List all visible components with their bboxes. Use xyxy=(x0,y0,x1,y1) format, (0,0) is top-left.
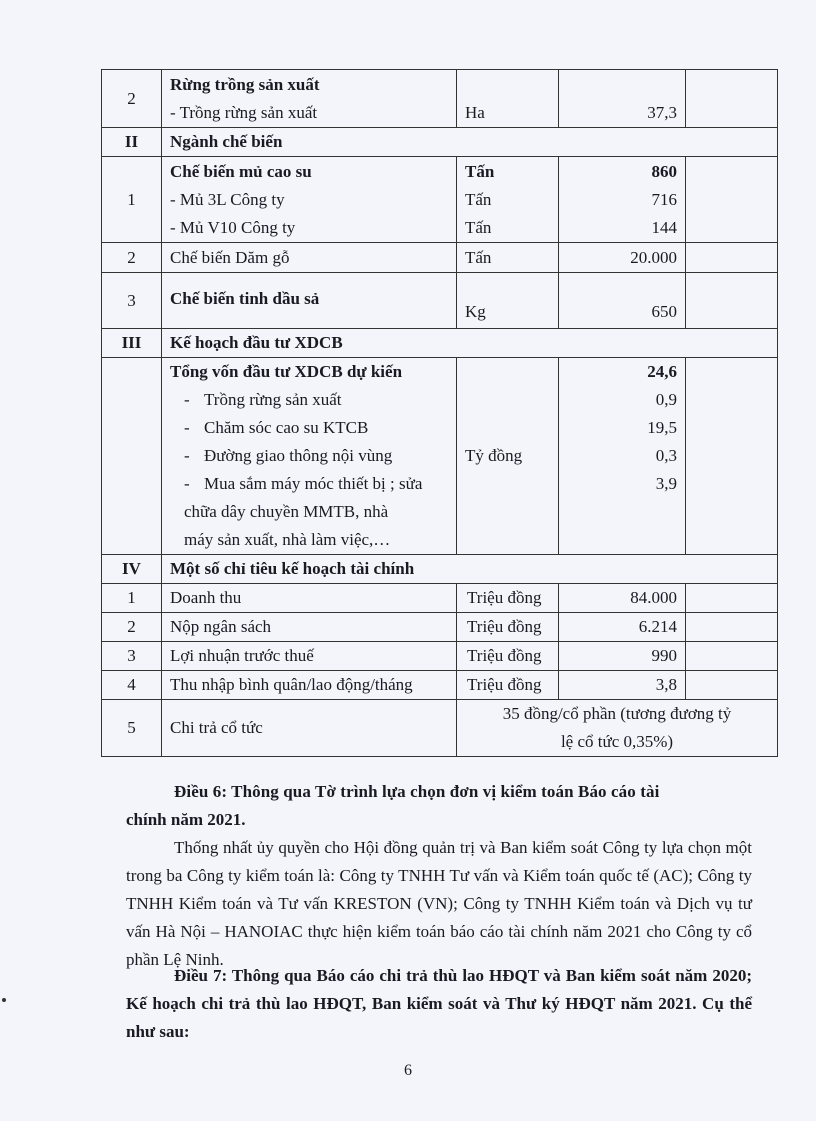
dieu-7-section xyxy=(126,962,752,1046)
table-row: 4 Thu nhập bình quân/lao động/tháng Triệu đồng 3,8 xyxy=(102,671,778,700)
row-unit: Ha xyxy=(457,70,559,128)
table-row: 3 Lợi nhuận trước thuế Triệu đồng 990 xyxy=(102,642,778,671)
table-row xyxy=(102,70,778,128)
row-name: Rừng trồng sản xuất - Trồng rừng sản xuất xyxy=(162,70,457,128)
dieu-6-paragraph: Thống nhất ủy quyền cho Hội đồng quản trị và Ban kiểm soát Công ty lựa chọn một trong ba Công ty kiểm toán là: Công ty TNHH Tư vấn và Kiểm toán quốc tế (AC); Công ty TNHH Kiểm toán và Tư vấn KRESTON (VN); Công ty TNHH Kiểm toán và Dịch vụ tư vấn Hà Nội – HANOIAC thực hiện kiểm toán báo cáo tài chính năm 2021 cho Công ty cổ phần Lệ Ninh. xyxy=(126,838,752,969)
table-row: 1 Chế biến mủ cao su - Mủ 3L Công ty - Mủ V10 Công ty Tấn Tấn Tấn 860 716 144 xyxy=(102,157,778,243)
table-row: 1 Doanh thu Triệu đồng 84.000 xyxy=(102,584,778,613)
section-row: II Ngành chế biến xyxy=(102,128,778,157)
table-row: Tổng vốn đầu tư XDCB dự kiến - Trồng rừng sản xuất - Chăm sóc cao su KTCB - Đường giao thông nội vùng - Mua sắm máy móc thiết bị ; sửa chữa dây chuyền MMTB, nhà máy sản xuất, nhà làm việc,… Tỷ đồng 24,6 0,9 19,5 0,3 3,9 xyxy=(102,358,778,555)
page-number: 6 xyxy=(404,1062,412,1079)
table-row: 2 Chế biến Dăm gỗ Tấn 20.000 xyxy=(102,243,778,273)
dieu-6-section: Điều 6: Thông qua Tờ trình lựa chọn đơn vị kiểm toán Báo cáo tài chính năm 2021. Thống nhất ủy quyền cho Hội đồng quản trị và Ban kiểm soát Công ty lựa chọn một trong ba Công ty kiểm toán là: Công ty TNHH Tư vấn và Kiểm toán quốc tế (AC); Công ty TNHH Kiểm toán và Tư vấn KRESTON (VN); Công ty TNHH Kiểm toán và Dịch vụ tư vấn Hà Nội – HANOIAC thực hiện kiểm toán báo cáo tài chính năm 2021 cho Công ty cổ phần Lệ Ninh. xyxy=(126,778,752,974)
dieu-7-title: Điều 7: Thông qua Báo cáo chi trả thù lao HĐQT và Ban kiểm soát năm 2020; Kế hoạch chi trả thù lao HĐQT, Ban kiểm soát và Thư ký HĐQT năm 2021. Cụ thể như sau: xyxy=(126,966,752,1041)
table-row: 2 Nộp ngân sách Triệu đồng 6.214 xyxy=(102,613,778,642)
scan-speck xyxy=(2,998,6,1002)
table-row: 3 Chế biến tinh dầu sả Kg 650 xyxy=(102,273,778,329)
section-row: IV Một số chỉ tiêu kế hoạch tài chính xyxy=(102,555,778,584)
table-row: 5 Chi trả cổ tức 35 đồng/cổ phần (tương đương tỷ lệ cổ tức 0,35%) xyxy=(102,700,778,757)
plan-table xyxy=(101,69,778,757)
row-value: 37,3 xyxy=(559,70,686,128)
row-stt: 2 xyxy=(102,70,162,128)
section-row: III Kế hoạch đầu tư XDCB xyxy=(102,329,778,358)
